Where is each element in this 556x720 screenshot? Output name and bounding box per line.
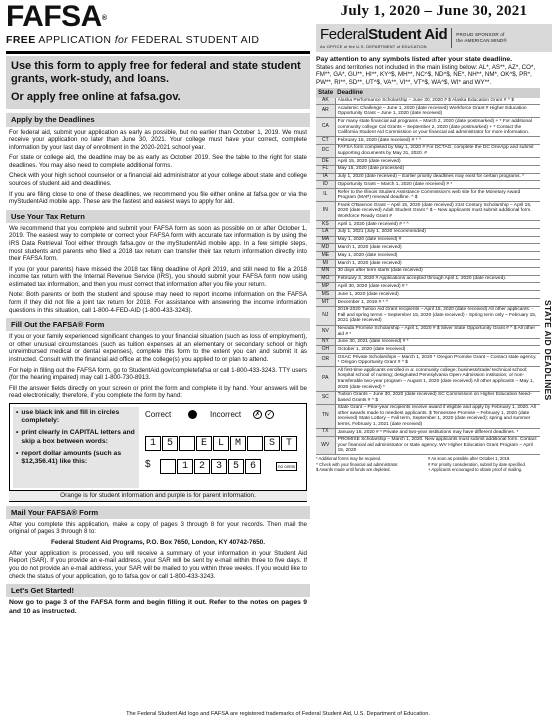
letter-box: 5: [162, 436, 178, 451]
table-row: [316, 158, 540, 166]
table-row: [316, 391, 540, 404]
state-deadline: FAFSA form completed by May 1, 2020 # For DCTAG, complete the DC OneApp and submit supporting documents by May 31, 2020. #: [335, 144, 540, 157]
fill-body: [6, 331, 310, 400]
table-row: [316, 189, 540, 202]
tax-body: [6, 223, 310, 314]
letter-box: E: [196, 436, 212, 451]
table-row: [316, 338, 540, 346]
state-code: MT: [316, 299, 335, 307]
table-row: [316, 137, 540, 145]
letter-box: [179, 436, 195, 451]
tax-p2: If you (or your parents) have missed the 2018 tax filing deadline of April 2019, and still need to file a 2018 income tax return with the Internal Revenue Service (IRS), you should submit your FAFSA form now using estimated tax information, and then you must correct that information after you file your return.: [9, 265, 307, 288]
fill-p1: If you or your family experienced significant changes to your financial situation (such as loss of employment), or other unusual circumstances (such as tuition expenses at an elementary or secondary school or high unreimbursed medical or dental expenses), complete this form to the extent you can and submit it as instructed. Consult with the financial aid office at the college(s) you applied to or plan to attend.: [9, 333, 307, 364]
started-heading: Let's Get Started!: [6, 584, 310, 597]
state-deadline: June 1, 2020 (date received): [335, 291, 540, 299]
state-deadline: July 1, 2021 (July 1, 2020 recommended): [335, 228, 540, 236]
tax-p3: Note: Both parents or both the student and spouse may need to report income information on the FAFSA form if they did not file a joint tax return for 2018. For assistance with answering the income information questions in this situation, call 1-800-4-FED-AID (1-800-433-3243).: [9, 291, 307, 314]
state-code: ID: [316, 181, 335, 189]
state-deadlines-panel: [316, 56, 540, 472]
state-deadline: 30 days after term starts (date received): [335, 267, 540, 275]
state-code: CA: [316, 118, 335, 137]
logo-separator: [451, 28, 452, 48]
state-deadline: December 1, 2019 # * ^: [335, 299, 540, 307]
state-deadline: October 1, 2020 (date received): [335, 346, 540, 354]
incorrect-label: Incorrect: [210, 409, 242, 419]
state-code: DC: [316, 144, 335, 157]
table-row: [316, 436, 540, 455]
fafsa-title: FAFSA®: [6, 0, 107, 33]
state-code: KS: [316, 221, 335, 229]
state-deadline: April 15, 2020 (date received): [335, 158, 540, 166]
digit-box: 1: [177, 459, 193, 474]
state-deadline: June 30, 2021 (date received) # *: [335, 338, 540, 346]
state-deadline: February 3, 2020 # Applications accepted through April 1, 2020 (date received).: [335, 275, 540, 283]
table-row: [316, 221, 540, 229]
state-code: IN: [316, 202, 335, 221]
state-code: TX: [316, 428, 335, 436]
fsa-wordmark: FederalStudent Aid: [320, 25, 448, 43]
color-legend-note: Orange is for student information and purple is for parent information.: [9, 491, 307, 502]
state-deadline: March 1, 2020 (date received): [335, 260, 540, 268]
check-circle-icon: ✓: [266, 410, 273, 418]
state-deadline: January 15, 2020 # * Private and two-year institutions may have different deadlines. *: [335, 428, 540, 436]
table-row: [316, 306, 540, 325]
table-row: [316, 354, 540, 367]
deadlines-heading: Apply by the Deadlines: [6, 113, 310, 126]
letter-box: [247, 436, 263, 451]
mail-body: [6, 519, 310, 580]
form-tips-box: [9, 403, 307, 491]
state-code: NV: [316, 325, 335, 338]
legend-item: ^ Check with your financial aid administrator.: [316, 461, 399, 467]
instructions-column: [6, 56, 310, 619]
proud-sponsor: PROUD SPONSOR of the AMERICAN MIND®: [456, 32, 507, 43]
table-row: [316, 144, 540, 157]
table-row: [316, 202, 540, 221]
fill-p3: Fill the answer fields directly on your screen or print the form and complete it by hand. Your answers will be read electronically; therefore, if you complete the form by hand:: [9, 384, 307, 400]
letter-box: M: [230, 436, 246, 451]
header-left: [6, 2, 310, 47]
state-code: MI: [316, 260, 335, 268]
vertical-side-label: STATE AID DEADLINES: [543, 300, 553, 401]
award-year-dates: July 1, 2020 – June 30, 2021: [340, 3, 528, 19]
table-row: [316, 283, 540, 291]
tax-p1: We recommend that you complete and submit your FAFSA form as soon as possible on or after October 1, 2019. The easiest way to complete or correct your FAFSA form with accurate tax information is by using the IRS Data Retrieval Tool either through fafsa.gov or the myStudentAid mobile app. In a few simple steps, most students and parents who filed a 2018 tax return can transfer their tax return information directly into their FAFSA form.: [9, 224, 307, 263]
state-deadline: Nevada Promise Scholarship – April 1, 2020 # $ Silver State Opportunity Grant # ^ $ All other aid # *: [335, 325, 540, 338]
state-code: MD: [316, 244, 335, 252]
state-code: CT: [316, 137, 335, 145]
state-deadline: February 15, 2020 (date received) # * ^: [335, 137, 540, 145]
mail-p2: After your application is processed, you will receive a summary of your information in your Student Aid Report (SAR). If you provide an e-mail address, your SAR will be sent by e-mail within three to five days. If you do not provide an e-mail address, your SAR will be mailed to you within three weeks. If you would like to check the status of your application, go to fafsa.gov or call 1-800-433-3243.: [9, 549, 307, 580]
header-right: [316, 0, 552, 52]
letter-boxes: [145, 436, 298, 451]
intro-line-2[interactable]: Or apply free online at fafsa.gov.: [11, 90, 181, 103]
table-row: [316, 252, 540, 260]
started-p1: Now go to page 3 of the FAFSA form and begin filling it out. Refer to the notes on pages 9 and 10 as instructed.: [9, 599, 307, 615]
state-code: NY: [316, 338, 335, 346]
fill-p2: For help in filling out the FAFSA form, go to StudentAid.gov/completefafsa or call 1-800-433-3243. TTY users (for the hearing impaired) may call 1-800-730-8913.: [9, 366, 307, 382]
deadlines-p3: Check with your high school counselor or a financial aid administrator at your college about state and college sources of student aid and deadlines.: [9, 172, 307, 187]
state-deadline-table: [316, 88, 540, 456]
col-header-deadline: Deadline: [335, 88, 540, 98]
state-deadline: 2019-2020 Tuition Aid Grant recipients – April 15, 2020 (date received) All other applicants: - Fall and spring terms – September 15, 2020 (date received) - Spring term only – February 15, 2021 (date received): [335, 306, 540, 325]
table-body: [316, 98, 540, 455]
letter-box: L: [213, 436, 229, 451]
table-row: [316, 118, 540, 137]
table-row: [316, 236, 540, 244]
state-deadline: OSAC Private Scholarships – March 1, 2020 * Oregon Promise Grant – Contact state agency. * Oregon Opportunity Grant # ^ $: [335, 354, 540, 367]
fsa-dept-line: An OFFICE of the U.S. DEPARTMENT of EDUCATION: [320, 44, 427, 50]
fill-heading: Fill Out the FAFSA® Form: [6, 318, 310, 331]
state-deadline: March 1, 2020 (date received): [335, 244, 540, 252]
state-code: PA: [316, 367, 335, 391]
tip-dollars: • report dollar amounts (such as $12,356.41) like this:: [16, 449, 122, 466]
attention-note: Pay attention to any symbols listed after your state deadline. States and territories not included in the main listing below: AL*, AS**, AZ*, CO*, FM**, GA*, GU**, HI**, KY^$, MH**, NC^$, ND^$, NE*, NH**, NM*, OK^$, PR*, PW**, RI**, SD**, UT^$, VA**, VI**, VT^$, WA^$, WI* and WY**.: [316, 56, 536, 86]
letter-box: 1: [145, 436, 161, 451]
trademark-footer: The Federal Student Aid logo and FAFSA are registered trademarks of Federal Student Aid, U.S. Department of Education.: [126, 711, 430, 717]
table-row: [316, 98, 540, 105]
x-circle-icon: ✗: [254, 410, 261, 418]
table-row: [316, 105, 540, 118]
header-rule: [6, 51, 310, 54]
digit-box: [160, 459, 176, 474]
state-code: OR: [316, 354, 335, 367]
state-deadline: PROMISE Scholarship – March 1, 2020. New applicants must submit additional form. Contact your financial aid administrator or state agency. WV Higher Education Grant Program – April 15, 2020: [335, 436, 540, 455]
state-code: DE: [316, 158, 335, 166]
state-deadline: Academic Challenge – June 1, 2020 (date received) Workforce Grant # Higher Education Opportunity Grant – June 1, 2020 (date received): [335, 105, 540, 118]
table-row: [316, 346, 540, 354]
correct-label: Correct: [145, 409, 172, 419]
letter-box: S: [264, 436, 280, 451]
digit-box: 2: [194, 459, 210, 474]
table-row: [316, 325, 540, 338]
deadlines-body: [6, 127, 310, 206]
legend-item: * Additional forms may be required.: [316, 456, 382, 462]
table-row: [316, 404, 540, 428]
state-code: FL: [316, 165, 335, 173]
legend-item: # As soon as possible after October 1, 2019.: [428, 456, 511, 462]
table-row: [316, 428, 540, 436]
legend-item: + Applicants encouraged to obtain proof of mailing.: [428, 466, 523, 472]
state-code: MS: [316, 291, 335, 299]
state-deadline: Alaska Performance Scholarship – June 30, 2020 # $ Alaska Education Grant # ^ $: [335, 98, 540, 105]
digit-box: 5: [228, 459, 244, 474]
table-row: [316, 267, 540, 275]
state-code: AK: [316, 98, 335, 105]
deadlines-p1: For federal aid, submit your application as early as possible, but no earlier than October 1, 2019. We must receive your application no later than June 30, 2021. Your college must have your correct, complete information by your last day of enrollment in the 2020-2021 school year.: [9, 128, 307, 151]
started-body: [6, 597, 310, 616]
table-row: [316, 291, 540, 299]
state-code: NJ: [316, 306, 335, 325]
state-deadline: Refer to the Illinois Student Assistance Commission's web site for the Monetary Award Program (MAP) renewal deadline. ^ $: [335, 189, 540, 202]
state-code: SC: [316, 391, 335, 404]
table-row: [316, 165, 540, 173]
state-code: MP: [316, 283, 335, 291]
state-deadline: For many state financial aid programs – March 2, 2020 (date postmarked) + * For additional community college Cal Grants – September 2, 2020 (date postmarked) + * Contact the California Student Aid Commission or your financial aid administrator for more information.: [335, 118, 540, 137]
tax-heading: Use Your Tax Return: [6, 210, 310, 223]
registered-mark: ®: [101, 15, 107, 22]
table-row: [316, 260, 540, 268]
state-deadline: April 30, 2020 (date received) # *: [335, 283, 540, 291]
mail-address: Federal Student Aid Programs, P.O. Box 7650, London, KY 40742-7650.: [50, 539, 266, 547]
col-header-state: State: [318, 88, 334, 96]
state-code: LA: [316, 228, 335, 236]
state-code: WV: [316, 436, 335, 455]
tip-capitals: • print clearly in CAPITAL letters and skip a box between words:: [16, 429, 135, 445]
intro-block: [6, 56, 310, 109]
table-row: [316, 181, 540, 189]
table-row: [316, 228, 540, 236]
tip-ink: • use black ink and fill in circles completely:: [16, 408, 120, 425]
state-deadline: May 1, 2020 (date received): [335, 252, 540, 260]
tips-list: [13, 407, 139, 488]
state-code: MN: [316, 267, 335, 275]
digit-box: 3: [211, 459, 227, 474]
state-code: ME: [316, 252, 335, 260]
state-deadline: Tuition Grants – June 30, 2020 (date received) SC Commission on Higher Education Need-based Grants # ^ $: [335, 391, 540, 404]
table-row: [316, 173, 540, 181]
state-deadline: April 1, 2020 (date received) # * ^: [335, 221, 540, 229]
table-row: [316, 367, 540, 391]
no-cents-label: no cents: [276, 462, 297, 471]
state-code: MO: [316, 275, 335, 283]
fsa-logo-box: [316, 24, 552, 52]
mail-p1: After you complete this application, make a copy of pages 3 through 8 for your records. Then mail the original of pages 3 through 8 to:: [9, 520, 307, 536]
legend-item: # For priority consideration, submit by date specified.: [428, 461, 526, 467]
table-row: [316, 299, 540, 307]
state-code: IL: [316, 189, 335, 202]
digit-boxes: [160, 459, 262, 474]
state-deadline: May 1, 2020 (date received) #: [335, 236, 540, 244]
symbol-legend: [316, 456, 540, 471]
state-deadline: July 1, 2020 (date received) – Earlier priority deadlines may exist for certain programs. *: [335, 173, 540, 181]
state-code: TN: [316, 404, 335, 428]
legend-item: $ Awards made until funds are depleted.: [316, 466, 391, 472]
state-code: AR: [316, 105, 335, 118]
mail-heading: Mail Your FAFSA® Form: [6, 506, 310, 519]
filled-circle-icon: [188, 410, 197, 419]
state-code: OH: [316, 346, 335, 354]
letter-box: T: [281, 436, 297, 451]
table-row: [316, 244, 540, 252]
table-row: [316, 275, 540, 283]
state-deadline: May 15, 2020 (date processed): [335, 165, 540, 173]
state-deadline: Frank O'Bannon Grant – April 15, 2020 (date received) 21st Century Scholarship – April 15, 2020 (date received) Adult Student Grant ^ $ – New applicants must submit additional form. Workforce Ready Grant #: [335, 202, 540, 221]
deadlines-p2: For state or college aid, the deadline may be as early as October 2019. See the table to the right for state deadlines. You may also need to complete additional forms.: [9, 154, 307, 169]
digit-box: 6: [245, 459, 261, 474]
state-code: MA: [316, 236, 335, 244]
dollar-sign: $: [145, 458, 151, 470]
state-deadline: State Grant – Prior-year recipients receive award if eligible and apply by February 1, 2020. All other awards made to neediest applicants. $ Tennessee Promise – February 1, 2020 (date received) State Lottery – Fall term, September 1, 2020 (date received); spring and summer terms, February 1, 2021 (date received): [335, 404, 540, 428]
state-deadline: All first-time applicants enrolled in a: community college; business/trade/ technical school; hospital school of nursing; designated Pennsylvania Open-Admission institution; or non-transferable two-year program – August 1, 2020 (date received) All other applicants – May 1, 2020 (date received) *: [335, 367, 540, 391]
deadlines-p4: If you are filing close to one of these deadlines, we recommend you file either online at fafsa.gov or via the myStudentAid mobile app. These are the fastest and easiest ways to apply for aid.: [9, 190, 307, 206]
state-code: IA: [316, 173, 335, 181]
state-deadline: Opportunity Grant – March 1, 2020 (date received) # *: [335, 181, 540, 189]
table-header-row: [316, 88, 540, 98]
intro-line-1: Use this form to apply free for federal and state student grants, work-study, and loans.: [11, 60, 301, 85]
form-subtitle: FREE APPLICATION for FEDERAL STUDENT AID: [6, 34, 260, 46]
